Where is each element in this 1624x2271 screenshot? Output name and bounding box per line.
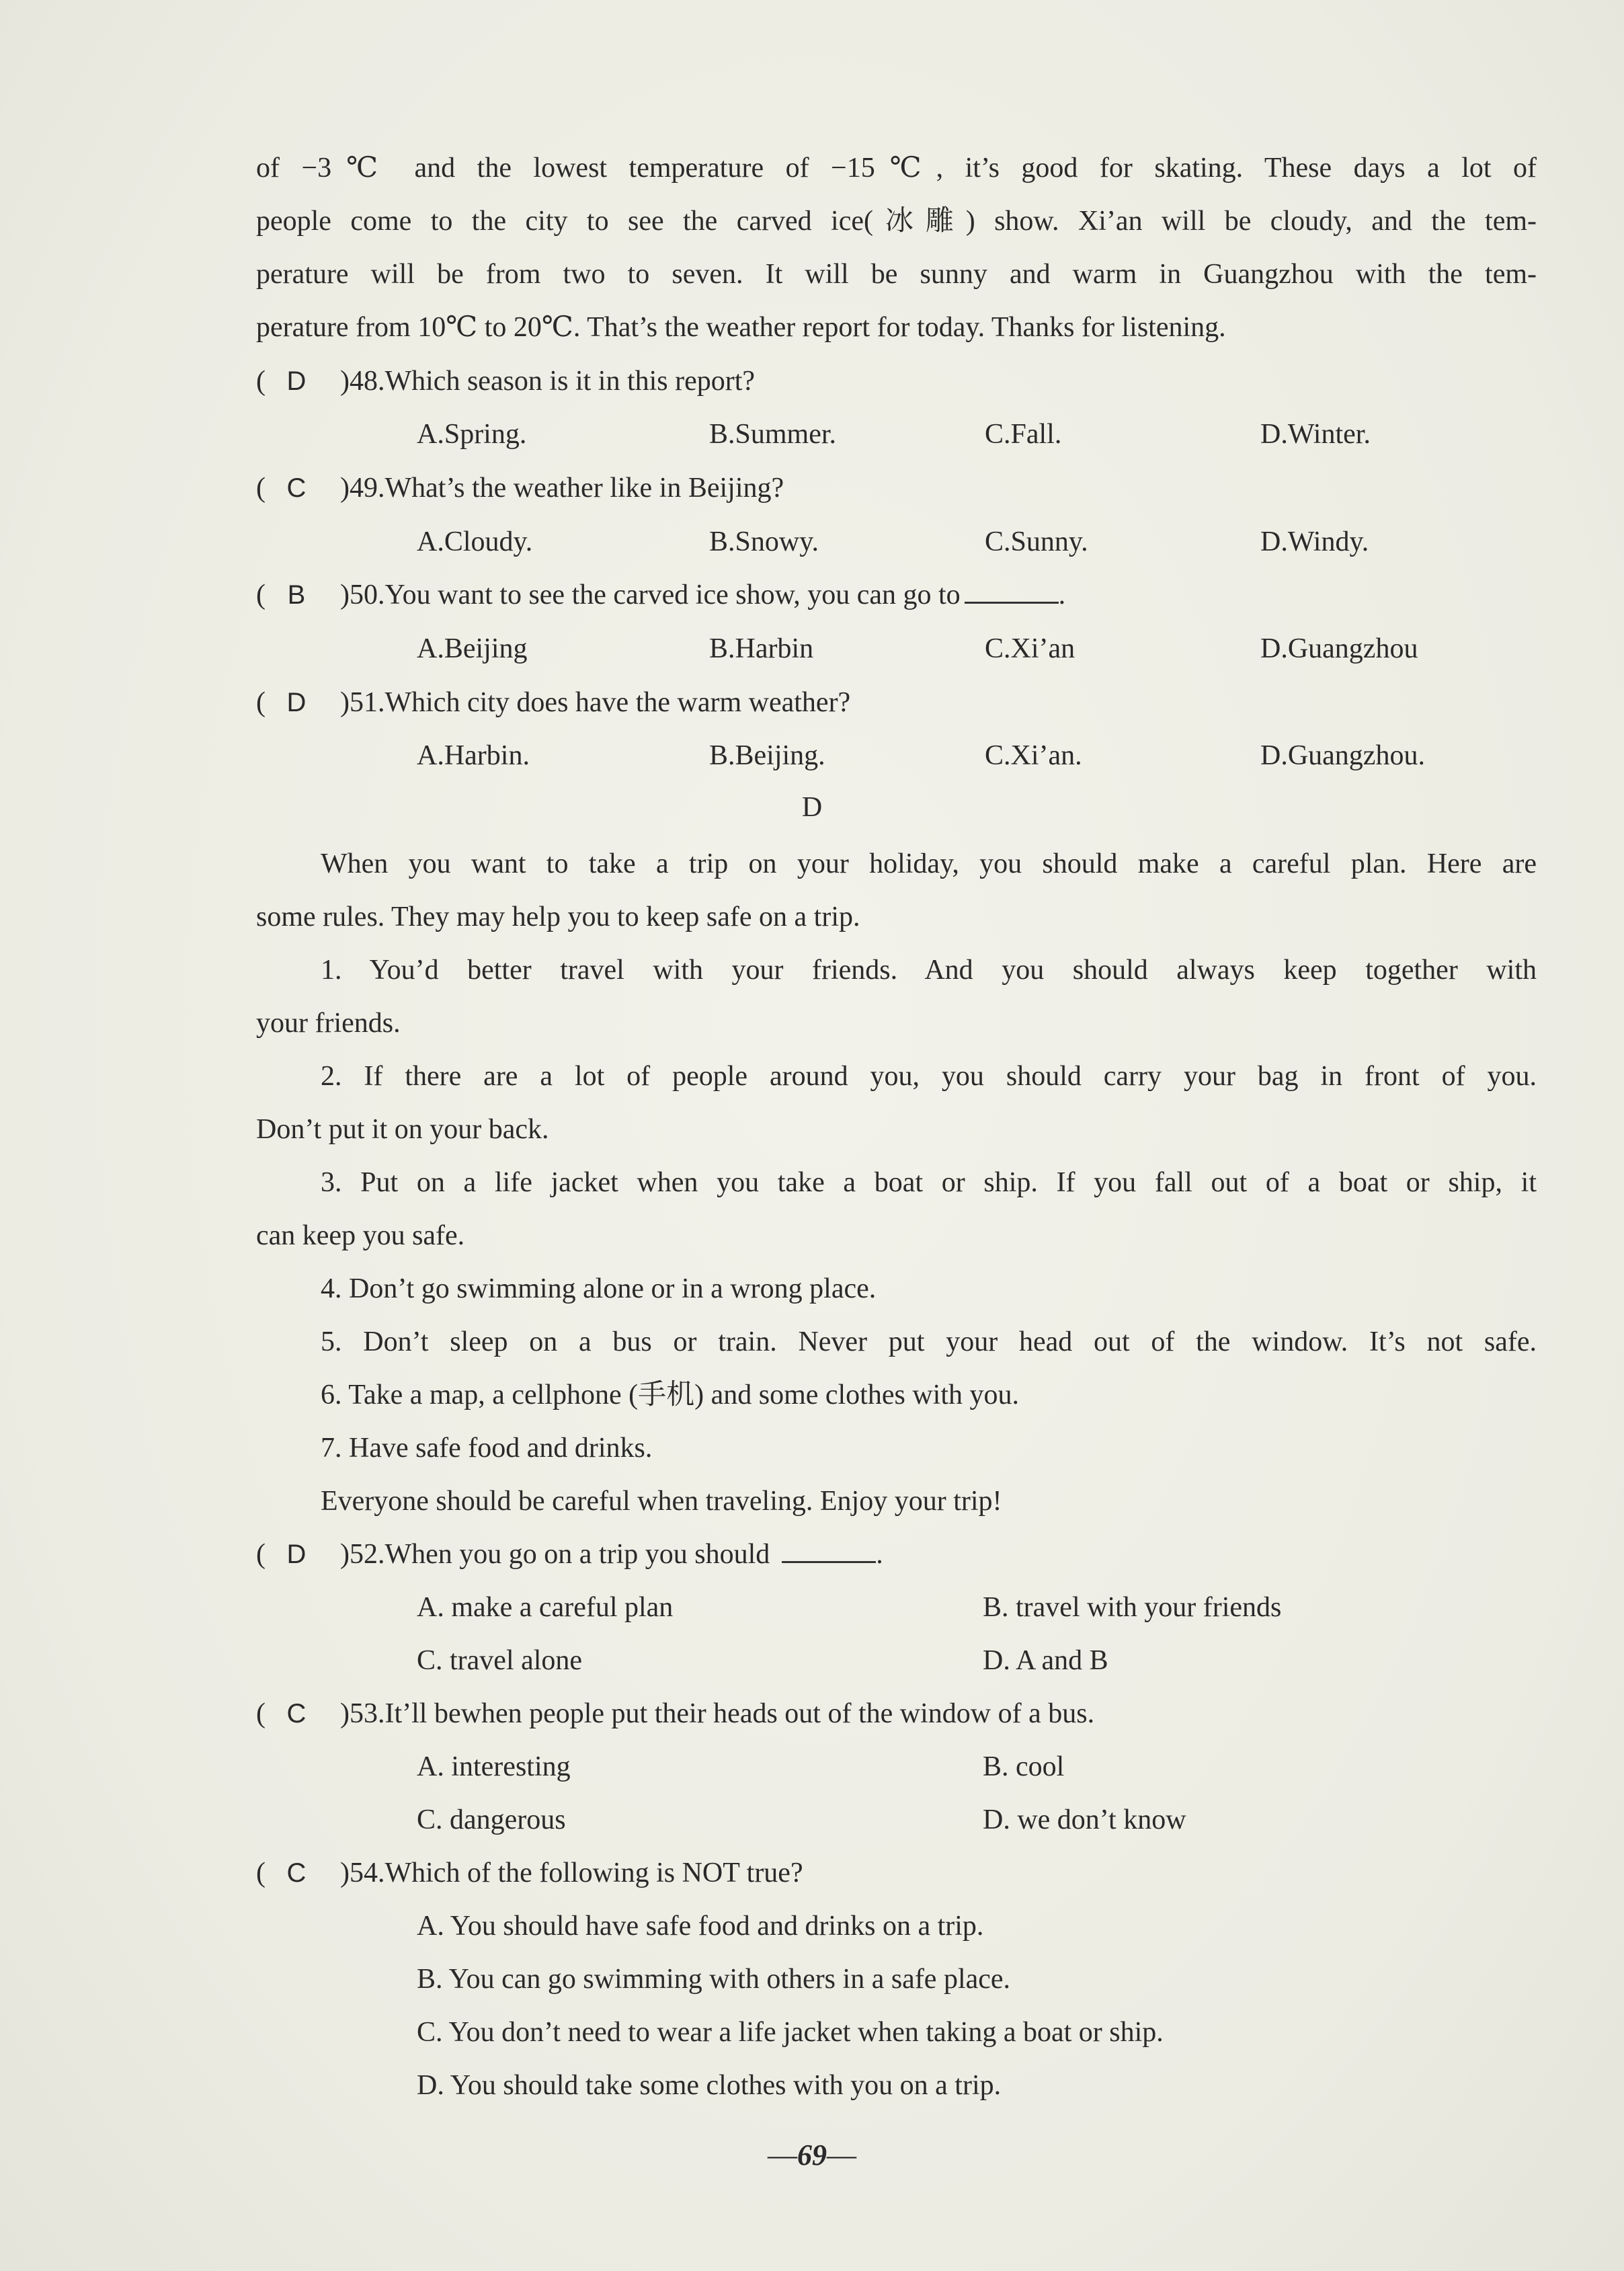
paren-open: ( <box>256 1858 266 1888</box>
option-d: D.Guangzhou <box>1260 633 1418 664</box>
option-c: C.Sunny. <box>985 526 1088 557</box>
question-number: 54. <box>350 1858 385 1888</box>
question-text: Which of the following is NOT true? <box>384 1858 803 1888</box>
rule-5: 5. Don’t sleep on a bus or train. Never put your head out of the window. It’s not safe. <box>321 1326 1537 1357</box>
question-51 <box>256 682 1537 723</box>
paren-close: ) <box>340 687 350 718</box>
paren-open: ( <box>256 1539 266 1570</box>
paren-close: ) <box>340 580 350 610</box>
passage-line: perature will be from two to seven. It will be sunny and warm in Guangzhou with the tem- <box>256 259 1537 290</box>
paren-open: ( <box>256 687 266 718</box>
option-d: D.Winter. <box>1260 419 1371 450</box>
option-a: A. You should have safe food and drinks on a trip. <box>417 1911 984 1942</box>
question-end: . <box>1058 580 1066 610</box>
option-c: C.Xi’an. <box>985 740 1082 771</box>
question-49 <box>256 468 1537 508</box>
option-c: C. dangerous <box>417 1804 566 1835</box>
question-number: 52. <box>350 1539 385 1570</box>
option-a: A. interesting <box>417 1751 571 1782</box>
answer-mark: C <box>286 473 307 503</box>
answer-blank <box>965 579 1059 604</box>
paren-open: ( <box>256 366 266 397</box>
question-text: Which city does have the warm weather? <box>384 687 851 718</box>
answer-mark: D <box>286 688 307 717</box>
rule-2-cont: Don’t put it on your back. <box>256 1114 549 1145</box>
paren-close: ) <box>340 473 350 504</box>
question-text: When you go on a trip you should <box>384 1539 770 1570</box>
rule-6: 6. Take a map, a cellphone (手机) and some clothes with you. <box>321 1380 1020 1410</box>
option-d: D.Guangzhou. <box>1260 740 1425 771</box>
answer-mark: B <box>287 580 306 610</box>
rule-7: 7. Have safe food and drinks. <box>321 1433 653 1464</box>
paren-close: ) <box>340 1698 350 1729</box>
question-text: What’s the weather like in Beijing? <box>384 473 784 504</box>
option-b: B.Harbin <box>709 633 814 664</box>
rule-4: 4. Don’t go swimming alone or in a wrong place. <box>321 1273 877 1304</box>
question-text: You want to see the carved ice show, you can go to <box>384 580 961 610</box>
option-a: A.Harbin. <box>417 740 530 771</box>
section-title: D <box>801 792 823 823</box>
passage-line: of −3℃ and the lowest temperature of −15℃, it’s good for skating. These days a lot of <box>256 153 1537 184</box>
passage-line: When you want to take a trip on your holiday, you should make a careful plan. Here are <box>321 848 1537 879</box>
question-52 <box>256 1534 1537 1575</box>
option-c: C.Fall. <box>985 419 1062 450</box>
paren-open: ( <box>256 580 266 610</box>
option-b: B.Summer. <box>709 419 837 450</box>
question-number: 49. <box>350 473 385 504</box>
answer-blank <box>782 1538 876 1563</box>
option-d: D.Windy. <box>1260 526 1369 557</box>
paren-close: ) <box>340 1539 350 1570</box>
answer-mark: C <box>286 1858 307 1888</box>
answer-mark: D <box>286 366 307 396</box>
paren-open: ( <box>256 473 266 504</box>
question-54 <box>256 1853 1537 1893</box>
option-a: A.Cloudy. <box>417 526 533 557</box>
option-c: C.Xi’an <box>985 633 1075 664</box>
option-c: C. travel alone <box>417 1645 583 1676</box>
footer-dash-right: — <box>827 2139 856 2172</box>
question-text: Which season is it in this report? <box>384 366 756 397</box>
option-b: B. travel with your friends <box>983 1592 1282 1623</box>
rule-2: 2. If there are a lot of people around you, you should carry your bag in front of you. <box>321 1061 1537 1092</box>
question-53 <box>256 1694 1537 1734</box>
answer-mark: C <box>286 1699 307 1728</box>
passage-line: some rules. They may help you to keep safe on a trip. <box>256 902 860 932</box>
rule-3: 3. Put on a life jacket when you take a boat or ship. If you fall out of a boat or ship, it <box>321 1167 1537 1198</box>
question-number: 50. <box>350 580 385 610</box>
option-d: D. we don’t know <box>983 1804 1186 1835</box>
rule-3-cont: can keep you safe. <box>256 1220 465 1251</box>
answer-mark: D <box>286 1540 307 1569</box>
option-a: A.Beijing <box>417 633 528 664</box>
passage-line: perature from 10℃ to 20℃. That’s the weather report for today. Thanks for listening. <box>256 312 1226 343</box>
question-text: It’ll bewhen people put their heads out of the window of a bus. <box>384 1698 1095 1729</box>
page-number-value: 69 <box>797 2139 827 2172</box>
option-b: B.Snowy. <box>709 526 819 557</box>
rule-1: 1. You’d better travel with your friends. And you should always keep together with <box>321 955 1537 986</box>
page-number <box>0 2138 1624 2172</box>
question-48 <box>256 361 1537 401</box>
rule-1-cont: your friends. <box>256 1008 401 1039</box>
paren-open: ( <box>256 1698 266 1729</box>
option-d: D. A and B <box>983 1645 1108 1676</box>
question-50 <box>256 575 1537 615</box>
footer-dash-left: — <box>768 2139 797 2172</box>
passage-line: people come to the city to see the carved ice(冰雕) show. Xi’an will be cloudy, and the tem- <box>256 206 1537 237</box>
question-end: . <box>876 1539 883 1570</box>
option-b: B. cool <box>983 1751 1065 1782</box>
option-a: A.Spring. <box>417 419 527 450</box>
paren-close: ) <box>340 1858 350 1888</box>
question-number: 51. <box>350 687 385 718</box>
option-d: D. You should take some clothes with you on a trip. <box>417 2070 1002 2101</box>
option-b: B. You can go swimming with others in a safe place. <box>417 1964 1011 1995</box>
option-a: A. make a careful plan <box>417 1592 674 1623</box>
paren-close: ) <box>340 366 350 397</box>
option-b: B.Beijing. <box>709 740 825 771</box>
option-c: C. You don’t need to wear a life jacket when taking a boat or ship. <box>417 2017 1164 2048</box>
closing-line: Everyone should be careful when traveling. Enjoy your trip! <box>321 1486 1002 1517</box>
question-number: 53. <box>350 1698 385 1729</box>
question-number: 48. <box>350 366 385 397</box>
